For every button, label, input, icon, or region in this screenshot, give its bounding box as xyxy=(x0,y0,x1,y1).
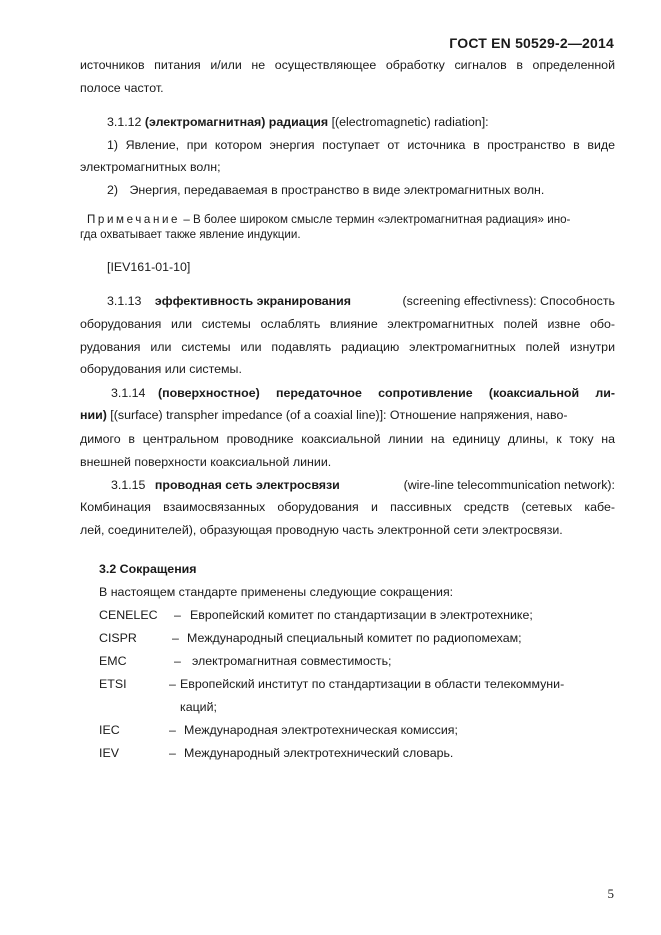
term-title: (электромагнитная) радиация xyxy=(144,115,329,129)
term-title: эффективность экранирования xyxy=(154,294,351,308)
abbr-dash: – xyxy=(174,654,181,668)
note-text: – В более широком смысле термин «электромагнитная радиация» ино- xyxy=(180,213,571,226)
term-3-1-13-line-2: оборудования или системы ослаблять влияние электромагнитных полей извне обо- xyxy=(80,317,615,331)
abbr-code: IEC xyxy=(99,723,120,737)
term-number: 3.1.13 xyxy=(107,294,142,308)
abbr-desc-cont: каций; xyxy=(180,700,217,714)
abbr-code: EMC xyxy=(99,654,127,668)
abbr-dash: – xyxy=(169,746,176,760)
def-text: Энергия, передаваемая в пространство в виде электромагнитных волн. xyxy=(129,183,545,197)
term-title-cont: нии) xyxy=(80,408,107,422)
term-english: [(electromagnetic) radiation]: xyxy=(331,115,489,129)
term-3-1-13-line-4: оборудования или системы. xyxy=(80,362,242,376)
term-title: проводная сеть электросвязи xyxy=(154,478,340,492)
section-heading: 3.2 Сокращения xyxy=(99,562,197,576)
abbr-desc: электромагнитная совместимость; xyxy=(192,654,392,668)
term-number: 3.1.12 xyxy=(107,115,142,129)
abbr-desc: Международный специальный комитет по радиопомехам; xyxy=(187,631,522,645)
iev-reference: [IEV161-01-10] xyxy=(107,260,191,274)
abbr-code: IEV xyxy=(99,746,119,760)
abbr-dash: – xyxy=(172,631,179,645)
term-3-1-12-def2 xyxy=(107,183,544,197)
term-3-1-14-number: 3.1.14 xyxy=(111,386,146,400)
term-3-1-14-title: (поверхностное) передаточное сопротивление (коаксиальной ли- xyxy=(158,386,615,400)
intro-line-1: источников питания и/или не осуществляющее обработку сигналов в определенной xyxy=(80,58,615,72)
term-3-1-12-line xyxy=(107,115,489,129)
term-english: [(surface) transpher impedance (of a coaxial line)]: Отношение напряжения, наво- xyxy=(106,408,568,422)
abbr-code: CENELEC xyxy=(99,608,158,622)
abbr-desc: Европейский институт по стандартизации в области телекоммуни- xyxy=(180,677,565,691)
abbr-code: ETSI xyxy=(99,677,127,691)
intro-line-2: полосе частот. xyxy=(80,81,164,95)
abbr-dash: – xyxy=(169,723,176,737)
def-number: 2) xyxy=(107,183,119,197)
term-3-1-15-line-2: Комбинация взаимосвязанных оборудования и пассивных средств (сетевых кабе- xyxy=(80,500,615,514)
term-3-1-14-line-3: димого в центральном проводнике коаксиальной линии на единицу длины, к току на xyxy=(80,432,615,446)
term-3-1-14-line-2 xyxy=(80,408,568,422)
document-header: ГОСТ EN 50529-2—2014 xyxy=(449,35,614,51)
term-3-1-14-line-4: внешней поверхности коаксиальной линии. xyxy=(80,455,332,469)
term-3-1-12-def1-b: электромагнитных волн; xyxy=(80,160,221,174)
abbr-desc: Европейский комитет по стандартизации в электротехнике; xyxy=(190,608,533,622)
note-label: Примечание xyxy=(87,213,181,226)
abbr-code: CISPR xyxy=(99,631,137,645)
note-line-1 xyxy=(87,213,570,226)
abbr-dash: – xyxy=(169,677,176,691)
term-3-1-15-line-3: лей, соединителей), образующая проводную часть электронной сети электросвязи. xyxy=(80,523,563,537)
term-3-1-15-line xyxy=(111,478,340,492)
term-3-1-13-english: (screening effectivness): Способность xyxy=(402,294,615,308)
abbr-dash: – xyxy=(174,608,181,622)
term-3-1-13-line xyxy=(107,294,351,308)
abbr-desc: Международный электротехнический словарь. xyxy=(184,746,454,760)
abbr-desc: Международная электротехническая комиссия; xyxy=(184,723,458,737)
note-line-2: гда охватывает также явление индукции. xyxy=(80,228,301,241)
section-intro: В настоящем стандарте применены следующие сокращения: xyxy=(99,585,454,599)
term-3-1-12-def1-a: 1) Явление, при котором энергия поступает от источника в пространство в виде xyxy=(107,138,615,152)
term-3-1-15-english: (wire-line telecommunication network): xyxy=(403,478,615,492)
term-3-1-13-line-3: рудования или системы или подавлять радиацию электромагнитных полей изнутри xyxy=(80,340,615,354)
page-number: 5 xyxy=(607,886,614,901)
term-number: 3.1.15 xyxy=(111,478,146,492)
